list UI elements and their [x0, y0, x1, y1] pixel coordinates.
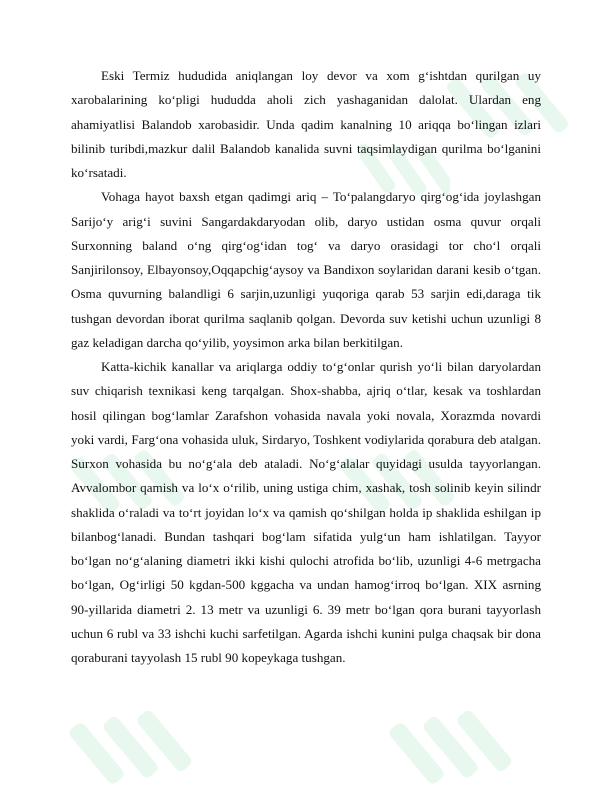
body-text [71, 64, 541, 670]
watermark-logo-icon [60, 690, 200, 800]
paragraph-3: Katta-kichik kanallar va ariqlarga oddiy to‘g‘onlar qurish yo‘li bilan daryolardan suv chiqarish texnikasi keng tarqalgan. Shox-shabba, ajriq o‘tlar, kesak va toshlardan hosil qilingan bog‘lamlar Zarafshon vohasida navala yoki novala, Xorazmda novardi yoki vardi, Farg‘ona vohasida uluk, Sirdaryo, Toshkent vodiylarida qorabura deb atalgan. Surxon vohasida bu no‘g‘ala deb ataladi. No‘g‘alalar quyidagi usulda tayyorlangan. Avvalombor qamish va lo‘x o‘rilib, uning ustiga chim, xashak, tosh solinib keyin silindr shaklida o‘raladi va to‘rt joyidan lo‘x va qamish qo‘shilgan holda ip shaklida eshilgan ip bilanbog‘lanadi. Bundan tashqari bog‘lam sifatida yulg‘un ham ishlatilgan. Tayyor bo‘lgan no‘g‘alaning diametri ikki kishi qulochi atrofida bo‘lib, uzunligi 4-6 metrgacha bo‘lgan, Og‘irligi 50 kgdan-500 kggacha va undan hamog‘irroq bo‘lgan. XIX asrning 90-yillarida diametri 2. 13 metr va uzunligi 6. 39 metr bo‘lgan qora burani tayyorlash uchun 6 rubl va 33 ishchi kuchi sarfetilgan. Agarda ishchi kunini pulga chaqsak bir dona qoraburani tayyolash 15 rubl 90 kopeykaga tushgan. [71, 359, 541, 665]
paragraph-2: Vohaga hayot baxsh etgan qadimgi ariq – To‘palangdaryo qirg‘og‘ida joylashgan Sarijo‘y arig‘i suvini Sangardakdaryodan olib, daryo ustidan osma quvur orqali Surxonning baland o‘ng qirg‘og‘idan tog‘ va daryo orasidagi tor cho‘l orqali Sanjirilonsoy, Elbayonsoy,Oqqapchig‘aysoy va Bandixon soylaridan darani kesib o‘tgan. Osma quvurning balandligi 6 sarjin,uzunligi yuqoriga qarab 53 sarjin edi,daraga tik tushgan devordan iborat qurilma saqlanib qolgan. Devorda suv ketishi uchun uzunligi 8 gaz keladigan darcha qo‘yilib, yoysimon arka bilan berkitilgan. [71, 189, 541, 350]
watermark-logo-icon [380, 690, 520, 800]
paragraph-1: Eski Termiz hududida aniqlangan loy devor va xom g‘ishtdan qurilgan uy xarobalarining ko‘pligi hududda aholi zich yashaganidan dalolat. Ulardan eng ahamiyatlisi Balandob xarobasidir. Unda qadim kanalning 10 ariqqa bo‘lingan izlari bilinib turibdi,mazkur dalil Balandob kanalida suvni taqsimlaydigan qurilma bo‘lganini ko‘rsatadi. [71, 68, 541, 180]
